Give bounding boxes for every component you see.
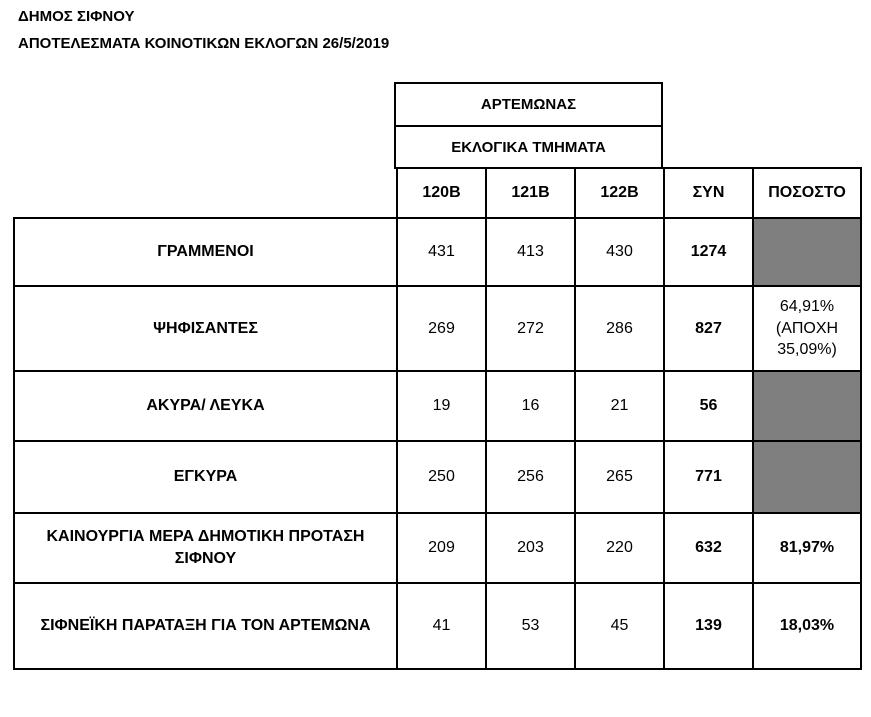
abstention-label: (ΑΠΟΧΗ	[775, 319, 839, 337]
col-percent: ΠΟΣΟΣΤΟ	[753, 168, 861, 218]
row-label-valid: ΕΓΚΥΡΑ	[14, 441, 397, 513]
results-table	[13, 167, 862, 670]
municipality-title: ΔΗΜΟΣ ΣΙΦΝΟΥ	[18, 8, 135, 25]
table-row	[14, 286, 861, 371]
cell-value: 431	[397, 218, 486, 286]
cell-total: 139	[664, 583, 753, 669]
cell-percent-shaded	[753, 441, 861, 513]
row-label-registered: ΓΡΑΜΜΕΝΟΙ	[14, 218, 397, 286]
table-row	[14, 218, 861, 286]
col-120b: 120Β	[397, 168, 486, 218]
col-total: ΣΥΝ	[664, 168, 753, 218]
cell-value: 220	[575, 513, 664, 583]
cell-total: 632	[664, 513, 753, 583]
cell-value: 272	[486, 286, 575, 371]
cell-value: 21	[575, 371, 664, 441]
cell-value: 45	[575, 583, 664, 669]
cell-value: 19	[397, 371, 486, 441]
col-122b: 122Β	[575, 168, 664, 218]
cell-percent-shaded	[753, 218, 861, 286]
election-results-title: ΑΠΟΤΕΛΕΣΜΑΤΑ ΚΟΙΝΟΤΙΚΩΝ ΕΚΛΟΓΩΝ 26/5/2019	[18, 35, 390, 52]
cell-percent: 18,03%	[753, 583, 861, 669]
cell-percent: 81,97%	[753, 513, 861, 583]
row-label-party-1: ΚΑΙΝΟΥΡΓΙΑ ΜΕΡΑ ΔΗΜΟΤΙΚΗ ΠΡΟΤΑΣΗ ΣΙΦΝΟΥ	[14, 513, 397, 583]
cell-total: 827	[664, 286, 753, 371]
cell-total: 1274	[664, 218, 753, 286]
cell-percent	[753, 286, 861, 371]
row-label-invalid-blank: ΑΚΥΡΑ/ ΛΕΥΚΑ	[14, 371, 397, 441]
column-header-row	[14, 168, 861, 218]
row-label-voted: ΨΗΦΙΣΑΝΤΕΣ	[14, 286, 397, 371]
table-row	[14, 513, 861, 583]
cell-value: 203	[486, 513, 575, 583]
cell-value: 430	[575, 218, 664, 286]
cell-value: 413	[486, 218, 575, 286]
cell-value: 256	[486, 441, 575, 513]
cell-total: 771	[664, 441, 753, 513]
row-label-party-2: ΣΙΦΝΕΪΚΗ ΠΑΡΑΤΑΞΗ ΓΙΑ ΤΟΝ ΑΡΤΕΜΩΝΑ	[14, 583, 397, 669]
cell-total: 56	[664, 371, 753, 441]
sections-header: ΕΚΛΟΓΙΚΑ ΤΜΗΜΑΤΑ	[394, 125, 663, 169]
cell-value: 209	[397, 513, 486, 583]
community-header: ΑΡΤΕΜΩΝΑΣ	[394, 82, 663, 127]
table-row	[14, 441, 861, 513]
table-row	[14, 371, 861, 441]
cell-percent-shaded	[753, 371, 861, 441]
turnout-percent: 64,91%	[779, 298, 835, 316]
col-121b: 121Β	[486, 168, 575, 218]
abstention-percent: 35,09%)	[777, 341, 837, 359]
cell-value: 269	[397, 286, 486, 371]
cell-value: 41	[397, 583, 486, 669]
cell-value: 265	[575, 441, 664, 513]
cell-value: 16	[486, 371, 575, 441]
cell-value: 53	[486, 583, 575, 669]
empty-corner	[14, 168, 397, 218]
cell-value: 286	[575, 286, 664, 371]
table-row	[14, 583, 861, 669]
cell-value: 250	[397, 441, 486, 513]
